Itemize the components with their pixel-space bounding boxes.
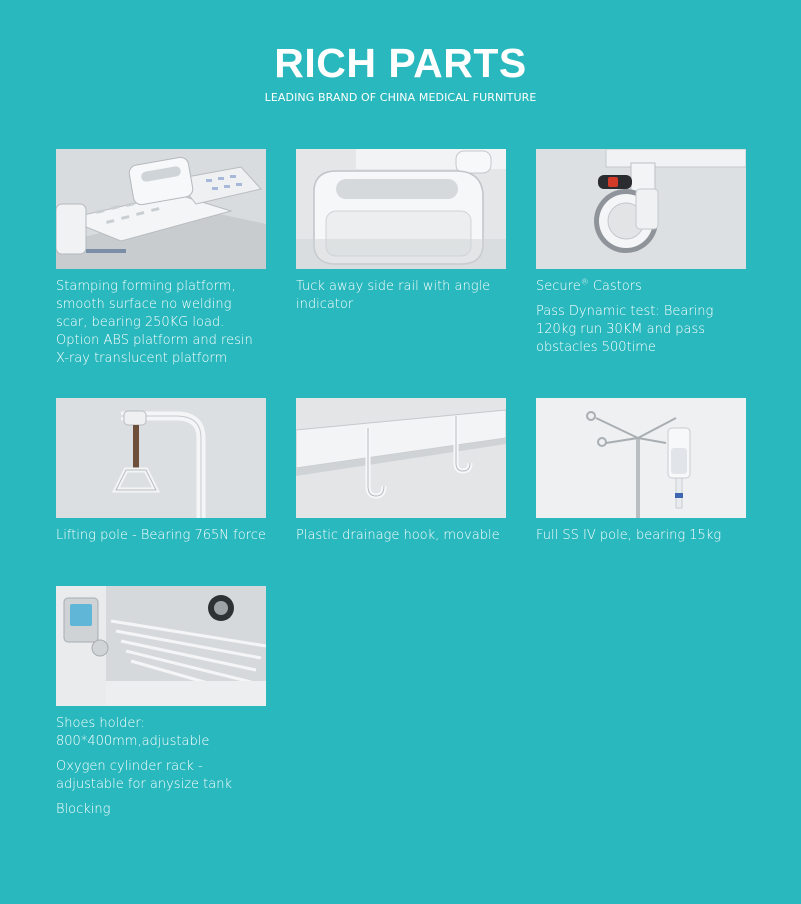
brand-suffix: Castors [588,279,642,294]
registered-mark: ® [580,277,589,287]
feature-card-side-rail [296,149,506,321]
description-line: Full SS IV pole, bearing 15kg [536,528,722,543]
feature-description [296,278,506,314]
feature-description [536,527,746,545]
feature-card-drainage-hook [296,398,506,552]
description-line: Stamping forming platform, smooth surface no welding scar, bearing 250KG load. Option ABS platform and resin X-ray translucent platform [56,279,253,366]
description-line: Lifting pole - Bearing 765N force [56,528,266,543]
brand-name: Secure [536,279,581,294]
feature-description [56,715,266,819]
description-line: Shoes holder: 800*400mm,adjustable [56,716,210,749]
iv-pole-photo [536,398,746,518]
description-line: Blocking [56,802,111,817]
description-line: Tuck away side rail with angle indicator [296,279,491,312]
castor-wheel-photo [536,149,746,269]
description-line: Oxygen cylinder rack - adjustable for anysize tank [56,759,232,792]
feature-card-iv-pole [536,398,746,552]
feature-card-castors [536,149,746,364]
bed-platform-photo [56,149,266,269]
description-line: Pass Dynamic test: Bearing 120kg run 30KM and pass obstacles 500time [536,304,714,355]
drainage-hook-photo [296,398,506,518]
description-line: Plastic drainage hook, movable [296,528,500,543]
feature-description [296,527,506,545]
page-subtitle: LEADING BRAND OF CHINA MEDICAL FURNITURE [264,91,537,104]
shoes-holder-photo [56,586,266,706]
feature-description [56,527,266,545]
lifting-pole-photo [56,398,266,518]
castor-title [536,278,746,296]
page-title: RICH PARTS [274,40,527,86]
feature-description [536,278,746,357]
side-rail-photo [296,149,506,269]
feature-description [56,278,266,368]
feature-card-shoes-holder [56,586,266,826]
feature-card-lifting-pole [56,398,266,552]
feature-card-platform [56,149,266,375]
